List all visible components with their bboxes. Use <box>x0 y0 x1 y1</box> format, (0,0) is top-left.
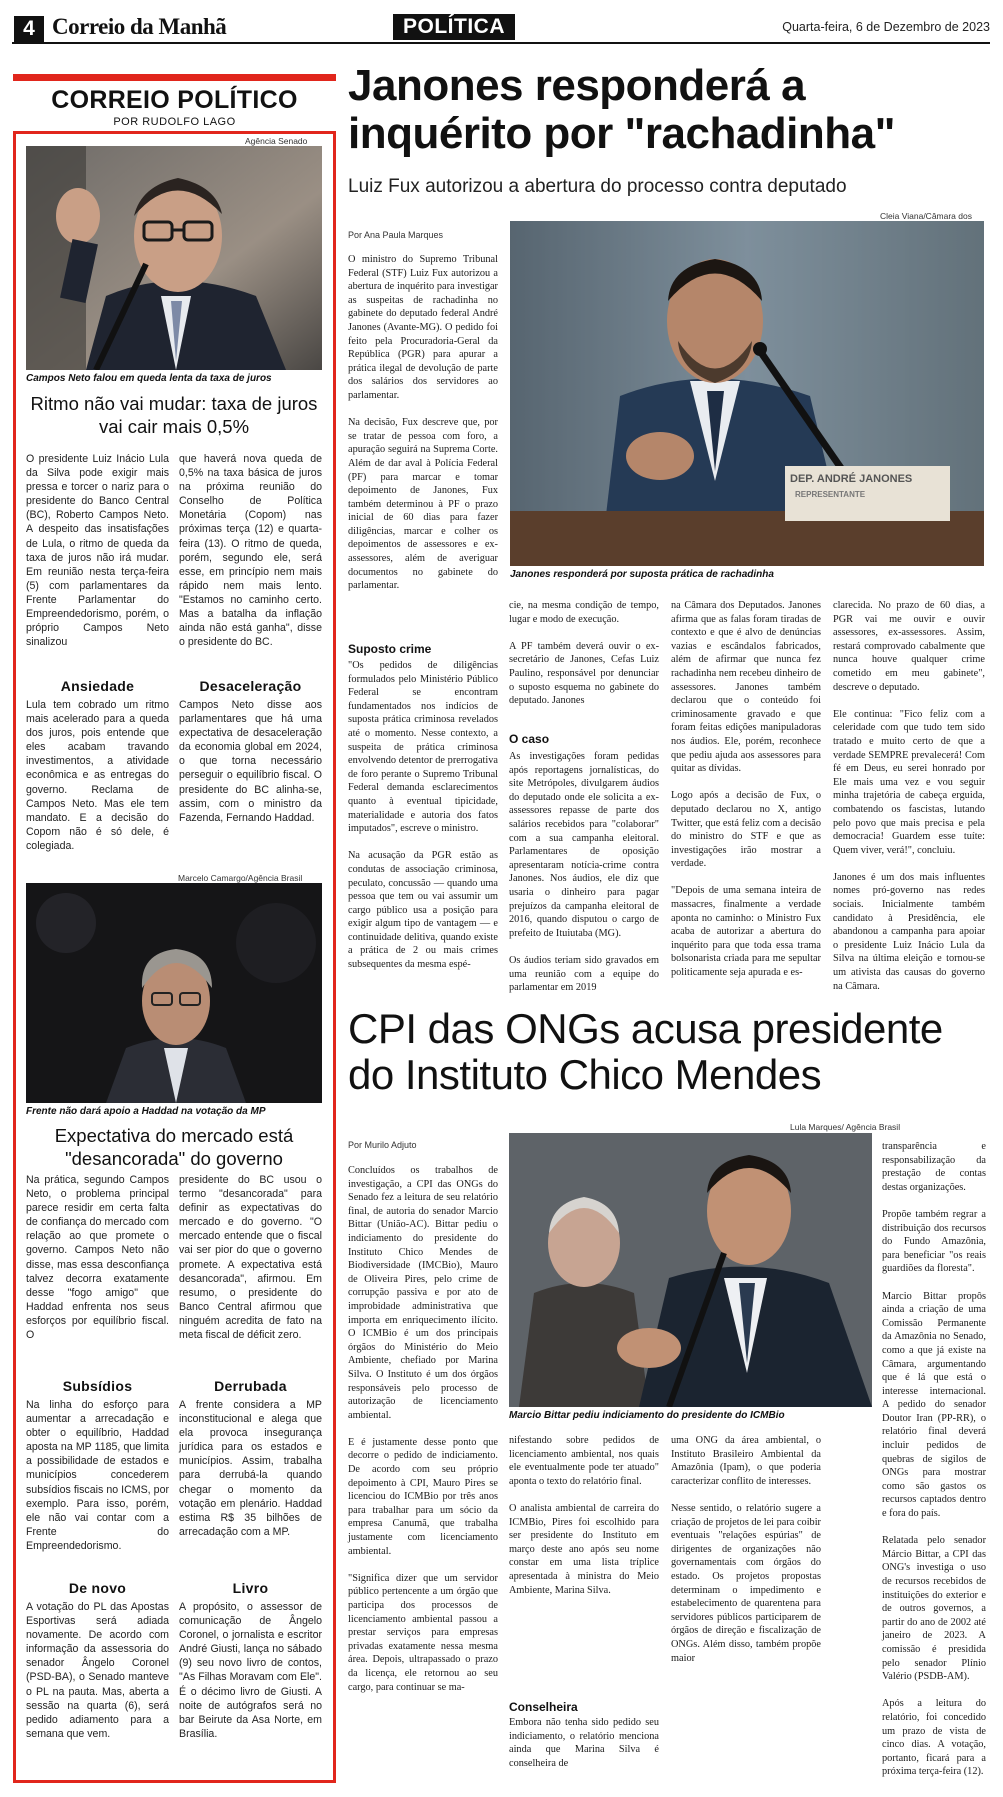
article-text-col1: Concluídos os trabalhos de investigação, a CPI das ONGs do Senado fez a leitura de seu relatório final, de autoria do senador Marcio Bittar (União-AC). Bittar pediu o indiciamento do presidente do Instituto Chico Mendes de Biodiversidade (IMCBio), Mauro de Oliveira Pires, pelo crime de corrupção passiva e por ato de improbidade administrativa que importa em enriquecimento ilícito. O ICMBio é um dos principais órgãos do Ministério do Meio Ambiente, chefiado por Marina Silva. O Instituto é um dos órgãos responsáveis pelo processo de autorização de licenciamento ambiental. E é justamente desse ponto que decorre o pedido de indiciamento. De acordo com seu próprio depoimento à CPI, Mauro Pires se licenciou do ICMBio por três anos para trabalhar para um sócio da empresa Canumã, que trabalha justamente com licenciamento ambiental. "Significa dizer que um servidor público pertencente a um órgão que participa dos processos de licenciamento ambiental passou a prestar serviços para empresas privadas exatamente nessa mesma área. Depois, ultrapassado o prazo da licença, ele retornou ao seu cargo, para continuar se ma- <box>348 1165 498 1693</box>
photo-credit: Cleia Viana/Câmara dos <box>880 211 972 221</box>
photo-campos-neto <box>26 146 322 370</box>
photo-caption: Campos Neto falou em queda lenta da taxa de juros <box>26 373 272 384</box>
article-byline: Por Murilo Adjuto <box>348 1140 417 1150</box>
nameplate-subtext: REPRESENTANTE <box>795 490 866 499</box>
article-text-col1: O ministro do Supremo Tribunal Federal (STF) Luiz Fux autorizou a abertura de inquérito para investigar as suspeitas de rachadinha no gabinete do deputado federal André Janones (Avante-MG). O pedido foi feito pela Procuradoria-Geral da República (PGR) para apurar a prática ilegal de devolução de parte dos salários dos servidores ao parlamentar. Na decisão, Fux descreve que, por se tratar de pessoa com foro, a apuração seguirá na Suprema Corte. Além de dar aval à Polícia Federal (PF) para marcar e tomar depoimento de Janones, Fux também determinou à PF o prazo inicial de 60 dias para fazer diligências, marcar e colher os depoimentos de assessores e ex-assessores, além de averiguar documentos no gabinete do parlamentar. <box>348 254 498 592</box>
article-text-col4: transparência e responsabilização da prestação de contas destas organizações. Propõe também regrar a distribuição dos recursos do Fundo Amazônia, para beneficiar "os reais guardiões da floresta". Marcio Bittar propôs ainda a criação de uma Comissão Permanente da Amazônia no Senado, como a que já existe na Câmara, argumentando que é lá que está o interesse internacional. A pedido do senador Doutor Iran (PP-RR), o relatório final deverá incluir pedidos de quebras de sigilos de ONGs para mostrar como são gastos os recursos captados dentro e fora do país. Relatada pelo senador Márcio Bittar, a CPI das ONG's investiga o uso de recursos recebidos de instituições do exterior e de outros governos, a partir do ano de 2002 até janeiro de 2023. A comissão é presidida pelo senador Plínio Valério (PSDB-AM). Após a leitura do relatório, foi concedido um prazo de vista de cinco dias. A votação, portanto, ficará para a próxima terça-feira (12). <box>882 1141 986 1778</box>
article-text-col2b: Embora não tenha sido pedido seu indiciamento, o relatório menciona ainda que Marina Silva é conselheira de <box>509 1717 659 1769</box>
subhead-livro: Livro <box>232 1580 269 1596</box>
article-headline: Janones responderá a inquérito por "rachadinha" <box>348 61 895 158</box>
subhead-subsidios: Subsídios <box>62 1378 133 1394</box>
livro-text: A propósito, o assessor de comunicação de Ângelo Coronel, o jornalista e escritor André Giusti, lança no sábado (9) seu novo livro de contos, "As Filhas Moravam com Ele". É o décimo livro de Giusti. A noite de autógrafos será no bar Beirute da Asa Norte, em Brasília. <box>179 1601 322 1740</box>
subsidios-text: Na linha do esforço para aumentar a arrecadação e obter o equilíbrio, Haddad aposta na MP 1185, que limita a possibilidade de estados e municípios concederem subsídios fiscais no ICMS, por exemplo. Para isso, porém, ele não vai contar com a Frente do Empreendedorismo. <box>26 1399 169 1552</box>
nameplate-text: DEP. ANDRÉ JANONES <box>790 473 913 485</box>
story-headline: Ritmo não vai mudar: taxa de juros vai cair mais 0,5% <box>30 393 318 437</box>
photo-credit: Lula Marques/ Agência Brasil <box>790 1122 901 1132</box>
column-title: CORREIO POLÍTICO <box>51 86 298 114</box>
photo-janones <box>510 221 984 566</box>
header-rule <box>12 42 990 44</box>
photo-credit: Agência Senado <box>245 136 308 146</box>
photo-bittar <box>509 1133 872 1407</box>
column-byline: POR RUDOLFO LAGO <box>113 116 236 128</box>
edition-date: Quarta-feira, 6 de Dezembro de 2023 <box>782 20 990 34</box>
masthead: Correio da Manhã <box>52 14 227 39</box>
subhead-ansiedade: Ansiedade <box>60 678 135 694</box>
story-text-col2: que haverá nova queda de 0,5% na taxa básica de juros na próxima reunião do Conselho de Política Monetária (Copom) nas próximas terça (12) e quarta-feira (13). O ritmo de queda, porém, segundo ele, será esse, em princípio nem mais rápido nem mais lento. "Estamos no caminho certo. Mas a batalha da inflação ainda não está ganha", disse o presidente do BC. <box>179 453 322 649</box>
story-text-col1: Na prática, segundo Campos Neto, o problema principal parece residir em certa falta de confiança do mercado com relação ao que promete o governo. Campos Neto não disse, mas essa desconfiança talvez decorra exatamente desse "fogo amigo" que Haddad enfrenta nos seus esforços por equilíbrio fiscal. O <box>26 1174 169 1342</box>
subhead-derrubada: Derrubada <box>214 1378 287 1394</box>
photo-credit: Marcelo Camargo/Agência Brasil <box>178 873 303 883</box>
subhead-o-caso: O caso <box>509 732 550 746</box>
article-byline: Por Ana Paula Marques <box>348 230 444 240</box>
article-headline: CPI das ONGs acusa presidente do Instituto Chico Mendes <box>348 1005 943 1098</box>
story-headline: Expectativa do mercado está "desancorada" do governo <box>54 1125 294 1169</box>
derrubada-text: A frente considera a MP inconstitucional e alega que ela provoca insegurança jurídica para os estados e municípios. Assim, trabalha para derrubá-la quando chegar o momento da votação em plenário. Haddad estima R$ 35 bilhões de arrecadação com a MP. <box>179 1399 322 1538</box>
photo-caption: Frente não dará apoio a Haddad na votação da MP <box>26 1106 266 1117</box>
article-text-col2b: As investigações foram pedidas após reportagens jornalísticas, do site Metrópoles, divulgarem áudios do deputado onde ele solicita a ex-assessores repasse de parte dos salários recebidos para "colaborar" com a sua campanha eleitoral. Parlamentares de oposição apresentaram notícia-crime contra Janones. Nos áudios, ele diz que usaria o dinheiro para pagar prejuízos da campanha eleitoral de 2016, quando disputou o cargo de prefeito de Ituiutaba (MG). Os áudios teriam sido gravados em uma reunião com a equipe do parlamentar em 2019 <box>509 751 659 994</box>
ansiedade-text: Lula tem cobrado um ritmo mais acelerado para a queda dos juros, pois entende que eles acabam travando investimentos, a atividade econômica e as entregas do governo. Reclama de Campos Neto. Mas ele tem mandato. E a decisão do Copom não é só dele, é colegiada. <box>26 699 169 852</box>
desaceleracao-text: Campos Neto disse aos parlamentares que há uma expectativa de desaceleração da economia global em 2024, o que torna necessário perseguir o equilíbrio fiscal. O presidente do BC alinha-se, assim, com o ministro da Fazenda, Fernando Haddad. <box>179 699 322 824</box>
section-label: POLÍTICA <box>393 14 515 40</box>
sidebar-red-bar <box>13 74 336 81</box>
photo-haddad <box>26 883 322 1103</box>
story-text-col2: presidente do BC usou o termo "desancorada" para definir as expectativas do mercado e do governo. "O mercado entende que o fiscal vai ser pior do que o governo promete. A expectativa está desancorada", afirmou. Em resumo, o presidente do Banco Central afirmou que ninguém acredita de fato na meta fiscal de déficit zero. <box>179 1174 322 1342</box>
article-text-col3: uma ONG da área ambiental, o Instituto Brasileiro Ambiental da Amazônia (Ipam), o que poderia caracterizar conflito de interesses. Nesse sentido, o relatório sugere a criação de projetos de lei para coibir eventuais "relações espúrias" de dirigentes de organizações não governamentais com órgãos do estado. Os projetos propostas determinam o impedimento e estabelecimento de quarentena para servidores públicos participarem de órgãos de direção e fiscalização de ONGs. Além disso, também propõe maior <box>671 1435 821 1664</box>
de-novo-text: A votação do PL das Apostas Esportivas será adiada novamente. De acordo com informação da assessoria do senador Ângelo Coronel (PSD-BA), o Senado manteve o PL na pauta. Mas, aberta a sessão na quarta (6), será pedido adiamento para a semana que vem. <box>26 1601 169 1740</box>
subhead-desaceleracao: Desaceleração <box>199 678 302 694</box>
subhead-suposto-crime: Suposto crime <box>348 642 432 656</box>
subhead-conselheira: Conselheira <box>509 1700 578 1714</box>
article-subheadline: Luiz Fux autorizou a abertura do processo contra deputado <box>348 176 847 197</box>
photo-caption: Janones responderá por suposta prática de rachadinha <box>510 569 774 580</box>
article-text-col2: cie, na mesma condição de tempo, lugar e modo de execução. A PF também deverá ouvir o ex-secretário de Janones, Cefas Luiz Paulino, responsável por denunciar o suposto esquema no gabinete do deputado. Janones <box>509 600 659 707</box>
photo-caption: Marcio Bittar pediu indiciamento do presidente do ICMBio <box>509 1410 785 1421</box>
article-text-col4: clarecida. No prazo de 60 dias, a PGR vai me ouvir e ouvir assessores, ex-assessores. Assim, restará comprovado cabalmente que nunca houve qualquer crime cometido em meu gabinete", descreve o deputado. Ele continua: "Fico feliz com a celeridade com que tudo tem sido tratado e muito certo de que a verdade SEMPRE prevalecerá! Com fé em Deus, eu serei honrado por Ele mais uma vez e vou seguir minha trajetória de cabeça erguida, combatendo os fascistas, lutando pelo povo que mais precisa e pela democracia! Guardem esse tuíte: Quem viver, verá!", concluiu. Janones é um dos mais influentes nomes pró-governo nas redes sociais. Inicialmente também candidato à Presidência, ele abandonou a campanha para apoiar o presidente Luiz Inácio Lula da Silva na última eleição e tornou-se um ativista das causas do governo na Câmara. <box>833 600 985 992</box>
article-text-col2: nifestando sobre pedidos de licenciamento ambiental, nos quais ele eventualmente pode ter atuado" aponta o texto do relatório final. O analista ambiental de carreira do ICMBio, Pires foi escolhido para ser presidente do Instituto em março deste ano após seu nome constar em uma lista tríplice apresentada à ministra do Meio Ambiente, Marina Silva. <box>509 1435 659 1596</box>
article-text-col1b: "Os pedidos de diligências formulados pelo Ministério Público Federal se encontram fundamentados nos indícios de suposta prática criminosa revelados até o momento. Nesse contexto, a suspeita de prática criminosa envolvendo detentor de prerrogativa de foro perante o Supremo Tribunal Federal demanda esclarecimentos quanto à eventual tipicidade, materialidade e autoria dos fatos imputados", escreve o ministro. Na acusação da PGR estão as condutas de associação criminosa, peculato, concussão — quando uma pessoa que tem ou vai assumir um cargo público usa a posição para exigir algum tipo de vantagem — e continuidade delitiva, quando existe a prática de 2 ou mais crimes subsequentes da mesma espé- <box>348 660 498 971</box>
story-text-col1: O presidente Luiz Inácio Lula da Silva pode exigir mais pressa e torcer o nariz para o presidente do Banco Central (BC), Roberto Campos Neto. A despeito das insatisfações de Lula, o ritmo de queda da taxa de juros não irá mudar. Em reunião nesta terça-feira (5) com parlamentares da Frente Parlamentar do Empreendedorismo, porém, o próprio Campos Neto sinalizou <box>26 453 169 649</box>
subhead-de-novo: De novo <box>68 1580 127 1596</box>
page-number: 4 <box>14 16 44 42</box>
article-text-col3: na Câmara dos Deputados. Janones afirma que as falas foram tiradas de contexto e que é alvo de denúncias vazias e escândalos fabricados, além de afirmar que nunca fez rachadinha nem recebeu dinheiro de assessores. Janones também declarou que o conteúdo foi criminosamente gravado e que foram feitas edições manipuladoras nos áudios. Ele, porém, reconhece que pediu ajuda aos assessores para quitar as dívidas. Logo após a decisão de Fux, o deputado declarou no X, antigo Twitter, que está feliz com a decisão do ministro do STF e que as investigações irão mostrar a verdade. "Depois de uma semana inteira de massacres, finalmente a verdade aponta no caminho: o Ministro Fux acaba de autorizar a abertura do inquérito para que toda essa trama bolsonarista criada para me sepultar politicamente seja apurada e es- <box>671 600 821 979</box>
